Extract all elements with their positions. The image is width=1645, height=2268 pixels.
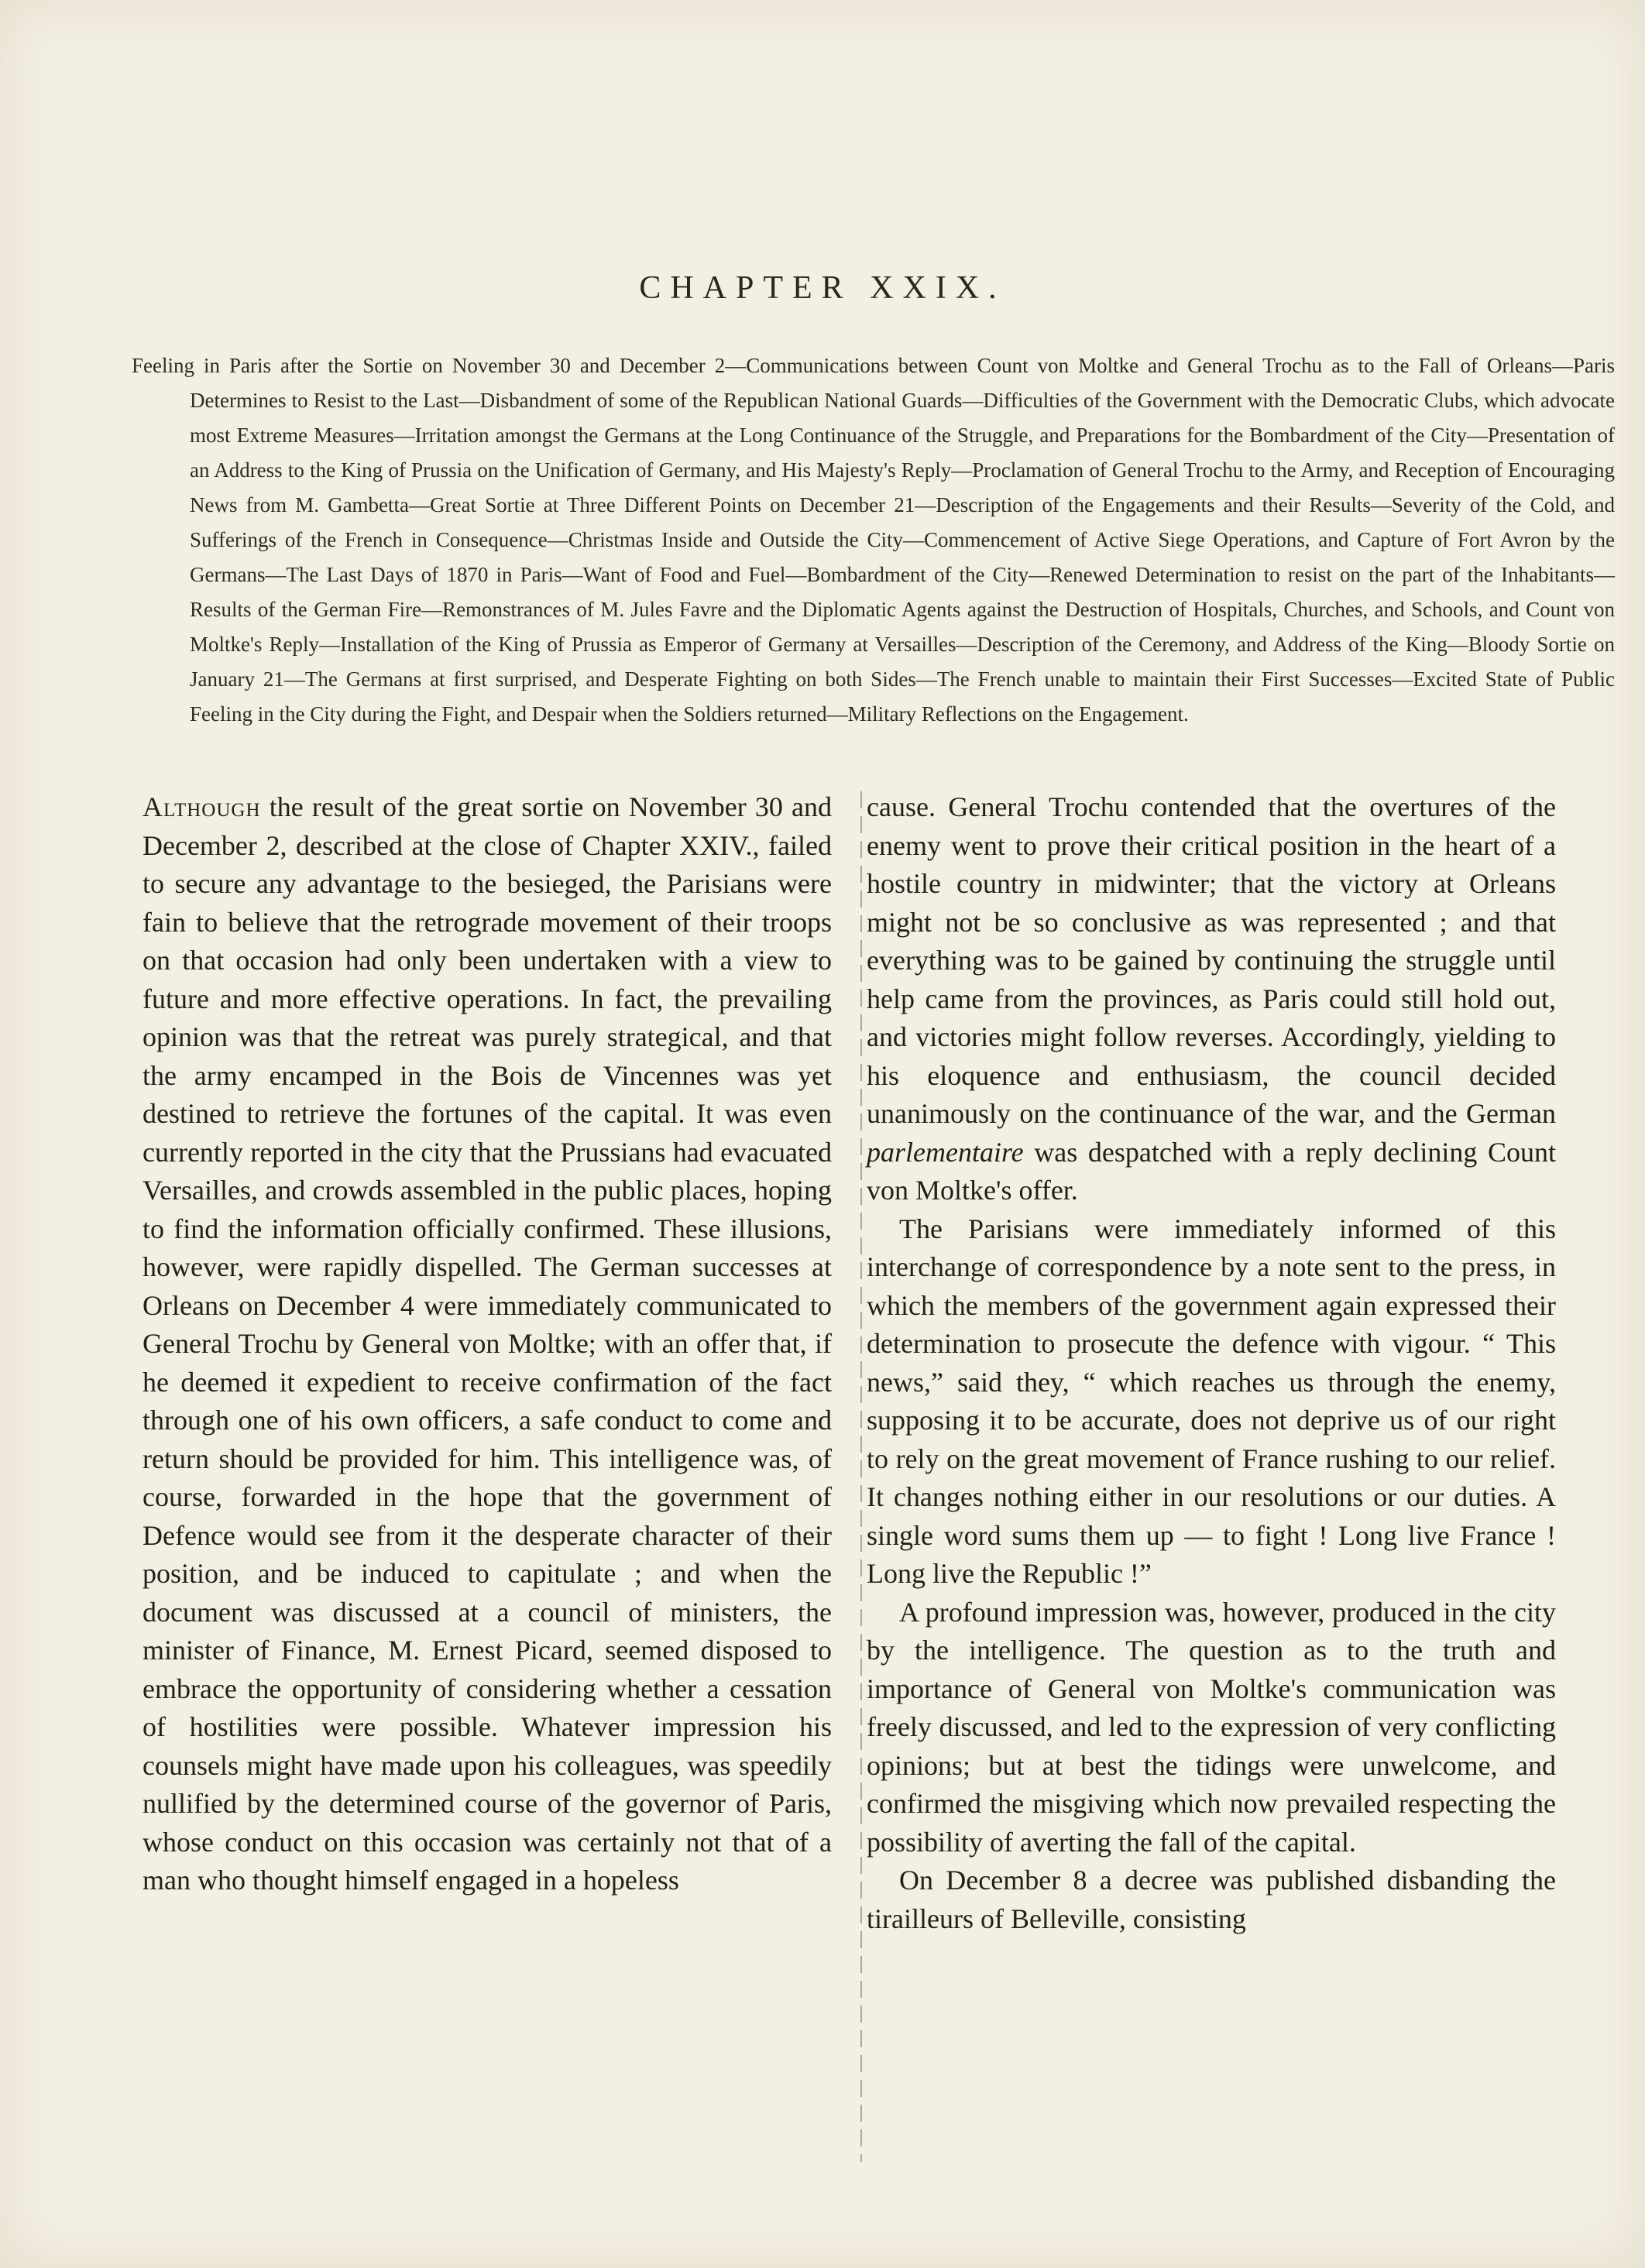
chapter-title: CHAPTER XXIX.	[639, 270, 1006, 306]
left-column	[143, 788, 832, 2167]
right-column	[867, 788, 1556, 2167]
right-paragraph-1-text-b: was despatched with a reply declining Count von Moltke's offer.	[867, 1136, 1556, 1206]
left-paragraph-1-text: the result of the great sortie on November 30 and December 2, described at the close of Chapter XXIV., failed to secure any advantage to the besieged, the Parisians were fain to believe that the retrograde movement of their troops on that occasion had only been undertaken with a view to future and more effective operations. In fact, the prevailing opinion was that the retreat was purely strategical, and that the army encamped in the Bois de Vincennes was yet destined to retrieve the fortunes of the capital. It was even currently reported in the city that the Prussians had evacuated Versailles, and crowds assembled in the public places, hoping to find the information officially confirmed. These illusions, however, were rapidly dispelled. The German successes at Orleans on December 4 were immediately communicated to General Trochu by General von Moltke; with an offer that, if he deemed it expedient to receive confirmation of the fact through one of his own officers, a safe conduct to come and return should be provided for him. This intelligence was, of course, forwarded in the hope that the government of Defence would see from it the desperate character of their position, and be induced to capitulate ; and when the document was discussed at a council of ministers, the minister of Finance, M. Ernest Picard, seemed disposed to embrace the opportunity of considering whether a cessation of hostilities were possible. Whatever impression his counsels might have made upon his colleagues, was speedily nullified by the determined course of the governor of Paris, whose conduct on this occasion was certainly not that of a man who thought himself engaged in a hopeless	[143, 791, 832, 1896]
left-paragraph-1	[143, 788, 832, 1900]
body-columns	[143, 788, 1556, 2167]
italic-word: parlementaire	[867, 1136, 1024, 1168]
right-paragraph-1	[867, 788, 1556, 1210]
right-paragraph-2: The Parisians were immediately informed of this interchange of correspondence by a note sent to the press, in which the members of the government again expressed their determination to prosecute the defence with vigour. “ This news,” said they, “ which reaches us through the enemy, supposing it to be accurate, does not deprive us of our right to rely on the great movement of France rushing to our relief. It changes nothing either in our resolutions or our duties. A single word sums them up — to fight ! Long live France ! Long live the Republic !”	[867, 1213, 1556, 1589]
right-paragraph-1-text-a: cause. General Trochu contended that the overtures of the enemy went to prove their critical position in the heart of a hostile country in midwinter; that the victory at Orleans might not be so conclusive as was represented ; and that everything was to be gained by continuing the struggle until help came from the provinces, as Paris could still hold out, and victories might follow reverses. Accordingly, yielding to his eloquence and enthusiasm, the council decided unanimously on the continuance of the war, and the German	[867, 791, 1556, 1129]
lead-word: Although	[143, 791, 261, 822]
right-paragraph-4: On December 8 a decree was published disbanding the tirailleurs of Belleville, consisting	[867, 1865, 1556, 1934]
right-paragraph-3: A profound impression was, however, produced in the city by the intelligence. The question as to the truth and importance of General von Moltke's communication was freely discussed, and led to the expression of very conflicting opinions; but at best the tidings were unwelcome, and confirmed the misgiving which now prevailed respecting the possibility of averting the fall of the capital.	[867, 1596, 1556, 1858]
chapter-summary: Feeling in Paris after the Sortie on November 30 and December 2—Communications between Count von Moltke and General Trochu as to the Fall of Orleans—Paris Determines to Resist to the Last—Disbandment of some of the Republican National Guards—Difficulties of the Government with the Democratic Clubs, which advocate most Extreme Measures—Irritation amongst the Germans at the Long Continuance of the Struggle, and Preparations for the Bombardment of the City—Presentation of an Address to the King of Prussia on the Unification of Germany, and His Majesty's Reply—Proclamation of General Trochu to the Army, and Reception of Encouraging News from M. Gambetta—Great Sortie at Three Different Points on December 21—Description of the Engagements and their Results—Severity of the Cold, and Sufferings of the French in Consequence—Christmas Inside and Outside the City—Commencement of Active Siege Operations, and Capture of Fort Avron by the Germans—The Last Days of 1870 in Paris—Want of Food and Fuel—Bombardment of the City—Renewed Determination to resist on the part of the Inhabitants—Results of the German Fire—Remonstrances of M. Jules Favre and the Diplomatic Agents against the Destruction of Hospitals, Churches, and Schools, and Count von Moltke's Reply—Installation of the King of Prussia as Emperor of Germany at Versailles—Description of the Ceremony, and Address of the King—Bloody Sortie on January 21—The Germans at first surprised, and Desperate Fighting on both Sides—The French unable to maintain their First Successes—Excited State of Public Feeling in the City during the Fight, and Despair when the Soldiers returned—Military Reflections on the Engagement.	[132, 354, 1615, 726]
